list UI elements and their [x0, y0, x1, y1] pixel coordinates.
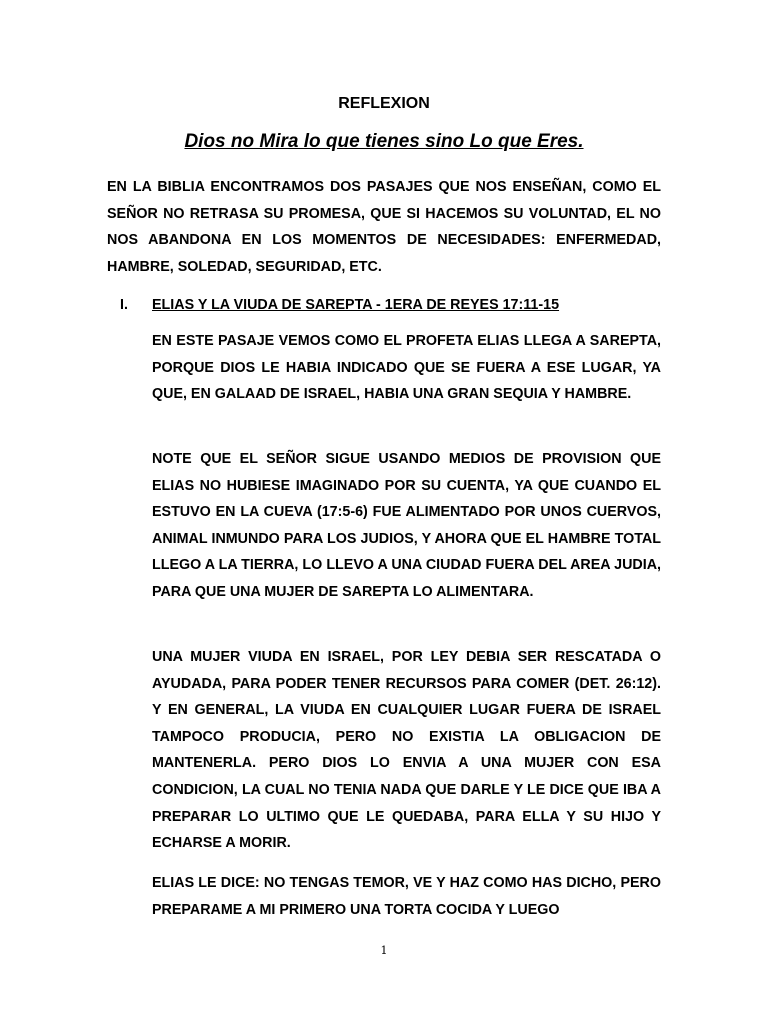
intro-paragraph: EN LA BIBLIA ENCONTRAMOS DOS PASAJES QUE NOS ENSEÑAN, COMO EL SEÑOR NO RETRASA SU PROMESA, QUE SI HACEMOS SU VOLUNTAD, EL NO NOS ABANDONA EN LOS MOMENTOS DE NECESIDADES: ENFERMEDAD, HAMBRE, SOLEDAD, SEGURIDAD, ETC. — [107, 179, 661, 275]
section-title: ELIAS Y LA VIUDA DE SAREPTA - 1ERA DE REYES 17:11-15 — [152, 297, 560, 313]
section-number: I. — [120, 297, 128, 313]
section-paragraph: ELIAS LE DICE: NO TENGAS TEMOR, VE Y HAZ COMO HAS DICHO, PERO PREPARAME A MI PRIMERO UNA TORTA COCIDA Y LUEGO — [152, 875, 661, 918]
page-number: 1 — [380, 944, 388, 957]
document-heading: REFLEXION — [338, 95, 430, 112]
section-paragraph: UNA MUJER VIUDA EN ISRAEL, POR LEY DEBIA SER RESCATADA O AYUDADA, PARA PODER TENER RECURSOS PARA COMER (DET. 26:12). Y EN GENERAL, LA VIUDA EN CUALQUIER LUGAR FUERA DE ISRAEL TAMPOCO PRODUCIA, PERO NO EXISTIA LA OBLIGACION DE MANTENERLA. PERO DIOS LO ENVIA A UNA MUJER CON ESA CONDICION, LA CUAL NO TENIA NADA QUE DARLE Y LE DICE QUE IBA A PREPARAR LO ULTIMO QUE LE QUEDABA, PARA ELLA Y SU HIJO Y ECHARSE A MORIR. — [152, 649, 661, 852]
document-subtitle: Dios no Mira lo que tienes sino Lo que Eres. — [184, 131, 584, 152]
section-paragraph: NOTE QUE EL SEÑOR SIGUE USANDO MEDIOS DE PROVISION QUE ELIAS NO HUBIESE IMAGINADO POR SU CUENTA, YA QUE CUANDO EL ESTUVO EN LA CUEVA (17:5-6) FUE ALIMENTADO POR UNOS CUERVOS, ANIMAL INMUNDO PARA LOS JUDIOS, Y AHORA QUE EL HAMBRE TOTAL LLEGO A LA TIERRA, LO LLEVO A UNA CIUDAD FUERA DEL AREA JUDIA, PARA QUE UNA MUJER DE SAREPTA LO ALIMENTARA. — [152, 451, 661, 600]
section-paragraph: EN ESTE PASAJE VEMOS COMO EL PROFETA ELIAS LLEGA A SAREPTA, PORQUE DIOS LE HABIA INDICADO QUE SE FUERA A ESE LUGAR, YA QUE, EN GALAAD DE ISRAEL, HABIA UNA GRAN SEQUIA Y HAMBRE. — [152, 333, 661, 403]
